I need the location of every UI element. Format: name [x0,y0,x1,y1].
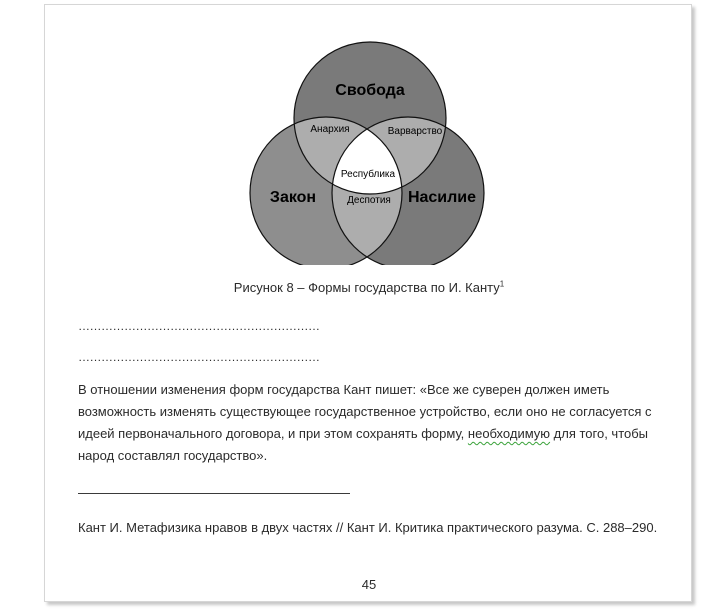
label-freedom: Свобода [335,82,405,99]
label-anarchy: Анархия [310,124,350,135]
label-despotism: Деспотия [347,195,391,206]
spellcheck-word: необходимую [467,426,551,441]
page-number: 45 [361,577,377,592]
dotted-line-1: ……………………………………………………… [78,319,320,333]
paragraph-text-1: В отношении изменения форм государства Кант пишет: «Все же суверен должен иметь возможность изменять существующее государственное устройство, если оно не согласуется с идеей первоначального договора, и при этом сохранять форму, [78,382,652,441]
document-page [44,4,692,602]
label-republic: Республика [340,169,396,180]
dotted-line-2: ……………………………………………………… [78,350,320,364]
footnote-text: Кант И. Метафизика нравов в двух частях // Кант И. Критика практического разума. С. 288–290. [78,520,658,535]
footnote-separator [78,493,350,494]
paragraph-text-2: для того, чтобы народ составлял государство». [78,426,649,463]
figure-caption [45,280,693,295]
caption-text: Рисунок 8 – Формы государства по И. Канту [233,280,500,295]
label-violence: Насилие [407,189,477,206]
caption-footnote-mark: 1 [499,279,505,289]
label-law: Закон [269,189,317,206]
body-paragraph [78,379,678,467]
label-barbarism: Варварство [387,126,443,137]
venn-diagram [45,5,693,265]
